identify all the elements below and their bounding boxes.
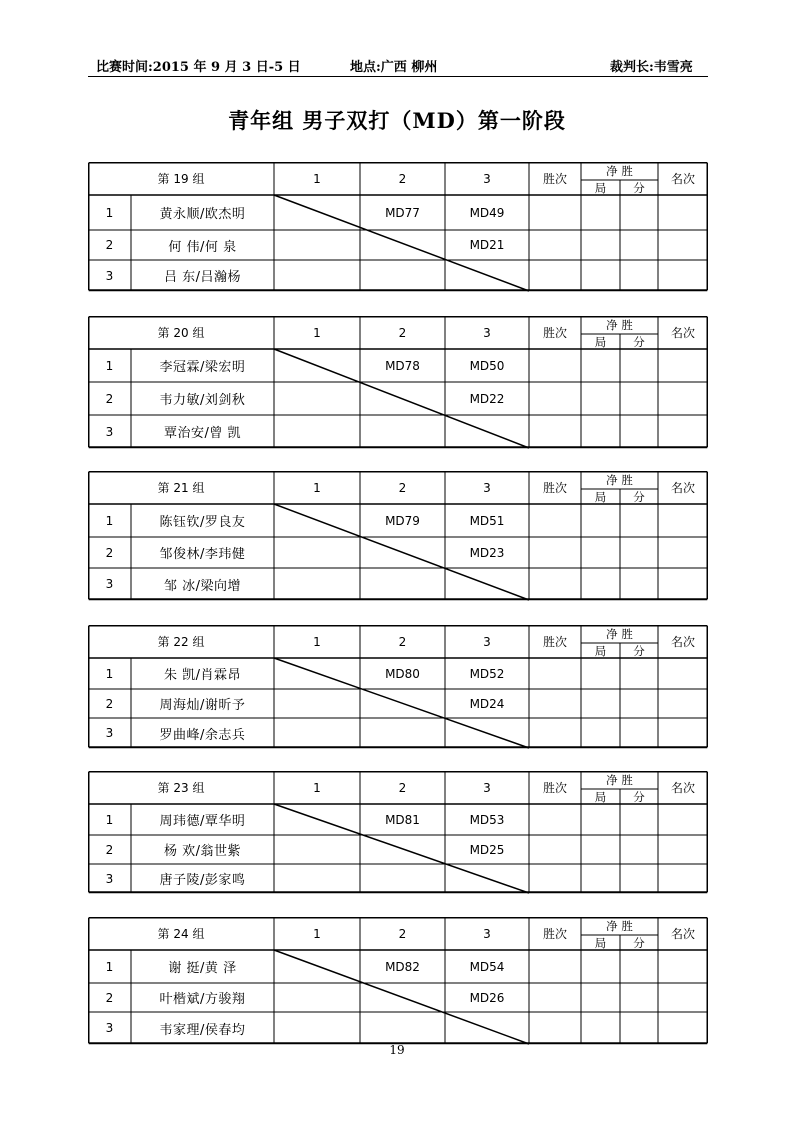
player-pair: 唐子陵/彭家鸣 xyxy=(159,873,246,888)
col-header-3: 3 xyxy=(483,325,491,340)
player-pair: 罗曲峰/余志兵 xyxy=(159,727,246,743)
match-code: MD24 xyxy=(469,696,505,711)
col-header-3: 3 xyxy=(483,780,491,795)
col-header-2: 2 xyxy=(398,634,407,649)
group-table xyxy=(88,471,708,600)
match-code: MD79 xyxy=(385,513,420,528)
wins-header: 胜次 xyxy=(542,927,567,941)
wins-header: 胜次 xyxy=(542,172,567,186)
match-code: MD25 xyxy=(469,842,505,857)
row-number: 3 xyxy=(105,577,114,591)
player-pair: 杨 欢/翁世紫 xyxy=(163,844,241,859)
row-number: 2 xyxy=(105,990,114,1005)
player-pair: 吕 东/吕瀚杨 xyxy=(163,270,241,285)
net-wins-header: 净 胜 xyxy=(606,627,633,641)
games-header: 局 xyxy=(594,789,607,804)
row-number: 3 xyxy=(105,424,114,439)
col-header-3: 3 xyxy=(483,480,491,495)
player-pair: 韦家理/侯春均 xyxy=(159,1022,246,1038)
net-wins-header: 净 胜 xyxy=(606,164,633,178)
player-pair: 黄永顺/欧杰明 xyxy=(159,207,246,222)
player-pair: 陈钰钦/罗良友 xyxy=(159,515,246,530)
col-header-1: 1 xyxy=(313,780,321,795)
match-code: MD49 xyxy=(469,205,505,220)
match-location: 地点:广西 柳州 xyxy=(350,60,438,75)
row-number: 3 xyxy=(105,726,114,740)
col-header-3: 3 xyxy=(483,926,491,941)
rank-header: 名次 xyxy=(670,481,695,495)
col-header-1: 1 xyxy=(313,325,321,340)
col-header-3: 3 xyxy=(483,171,491,186)
wins-header: 胜次 xyxy=(542,781,567,795)
row-number: 3 xyxy=(105,1021,114,1035)
group-table xyxy=(88,771,708,893)
match-code: MD22 xyxy=(469,391,505,406)
games-header: 局 xyxy=(594,935,607,950)
player-pair: 韦力敏/刘剑秋 xyxy=(159,393,246,408)
row-number: 3 xyxy=(105,871,114,886)
row-number: 1 xyxy=(105,959,114,974)
wins-header: 胜次 xyxy=(542,635,567,649)
match-code: MD23 xyxy=(469,545,505,560)
row-number: 2 xyxy=(105,238,114,252)
games-header: 局 xyxy=(594,643,607,658)
group-table xyxy=(88,917,708,1044)
points-header: 分 xyxy=(633,643,645,658)
group-label: 第 21 组 xyxy=(157,481,205,495)
row-number: 1 xyxy=(105,205,114,220)
row-number: 2 xyxy=(105,391,114,406)
match-code: MD26 xyxy=(469,990,505,1005)
group-label: 第 22 组 xyxy=(157,635,205,649)
player-pair: 朱 凯/肖霖昂 xyxy=(163,668,241,683)
col-header-1: 1 xyxy=(313,171,321,186)
match-code: MD80 xyxy=(385,666,420,681)
player-pair: 周海灿/谢昕予 xyxy=(159,698,246,713)
match-code: MD82 xyxy=(385,959,420,974)
points-header: 分 xyxy=(633,334,645,349)
net-wins-header: 净 胜 xyxy=(606,318,633,332)
player-pair: 覃治安/曾 凯 xyxy=(163,426,241,441)
group-label: 第 19 组 xyxy=(157,172,205,186)
points-header: 分 xyxy=(633,935,645,950)
col-header-2: 2 xyxy=(398,171,407,186)
col-header-2: 2 xyxy=(398,480,407,495)
group-label: 第 23 组 xyxy=(157,781,205,795)
col-header-2: 2 xyxy=(398,926,407,941)
rank-header: 名次 xyxy=(670,927,695,941)
match-code: MD54 xyxy=(469,959,505,974)
row-number: 1 xyxy=(105,358,114,373)
row-number: 2 xyxy=(105,842,114,857)
group-label: 第 20 组 xyxy=(157,326,205,340)
player-pair: 谢 挺/黄 泽 xyxy=(168,961,237,976)
match-code: MD50 xyxy=(469,358,505,373)
games-header: 局 xyxy=(594,334,607,349)
player-pair: 何 伟/何 泉 xyxy=(168,239,237,255)
match-code: MD21 xyxy=(469,238,505,252)
row-number: 2 xyxy=(105,696,114,711)
header-rule xyxy=(88,76,708,77)
points-header: 分 xyxy=(633,489,645,504)
row-number: 1 xyxy=(105,513,114,528)
net-wins-header: 净 胜 xyxy=(606,473,633,487)
group-table xyxy=(88,162,708,291)
points-header: 分 xyxy=(633,789,645,804)
row-number: 3 xyxy=(105,268,114,283)
col-header-1: 1 xyxy=(313,926,321,941)
rank-header: 名次 xyxy=(670,326,695,340)
player-pair: 邹俊林/李玮健 xyxy=(159,547,246,562)
col-header-3: 3 xyxy=(483,634,491,649)
net-wins-header: 净 胜 xyxy=(606,919,633,933)
wins-header: 胜次 xyxy=(542,326,567,340)
group-table xyxy=(88,625,708,748)
player-pair: 叶楷斌/方骏翔 xyxy=(159,992,246,1007)
match-code: MD81 xyxy=(385,812,420,827)
row-number: 1 xyxy=(105,812,114,827)
head-referee: 裁判长:韦雪亮 xyxy=(610,60,693,75)
page-title: 青年组 男子双打（MD）第一阶段 xyxy=(228,108,566,133)
col-header-2: 2 xyxy=(398,325,407,340)
page-number: 19 xyxy=(389,1043,405,1057)
row-number: 1 xyxy=(105,666,114,681)
net-wins-header: 净 胜 xyxy=(606,773,633,787)
col-header-2: 2 xyxy=(398,780,407,795)
match-code: MD77 xyxy=(385,205,420,220)
player-pair: 周玮德/覃华明 xyxy=(159,814,246,829)
rank-header: 名次 xyxy=(670,635,695,649)
rank-header: 名次 xyxy=(670,172,695,186)
wins-header: 胜次 xyxy=(542,481,567,495)
match-code: MD53 xyxy=(469,812,505,827)
games-header: 局 xyxy=(594,489,607,504)
match-code: MD78 xyxy=(385,358,420,373)
match-code: MD52 xyxy=(469,666,505,681)
player-pair: 李冠霖/梁宏明 xyxy=(159,360,246,375)
points-header: 分 xyxy=(633,180,645,195)
row-number: 2 xyxy=(105,545,114,560)
player-pair: 邹 冰/梁向增 xyxy=(163,578,241,594)
rank-header: 名次 xyxy=(670,781,695,795)
group-table xyxy=(88,316,708,448)
games-header: 局 xyxy=(594,180,607,195)
col-header-1: 1 xyxy=(313,634,321,649)
match-code: MD51 xyxy=(469,513,505,528)
col-header-1: 1 xyxy=(313,480,321,495)
match-time: 比赛时间:2015 年 9 月 3 日-5 日 xyxy=(96,60,301,75)
group-label: 第 24 组 xyxy=(157,927,205,941)
